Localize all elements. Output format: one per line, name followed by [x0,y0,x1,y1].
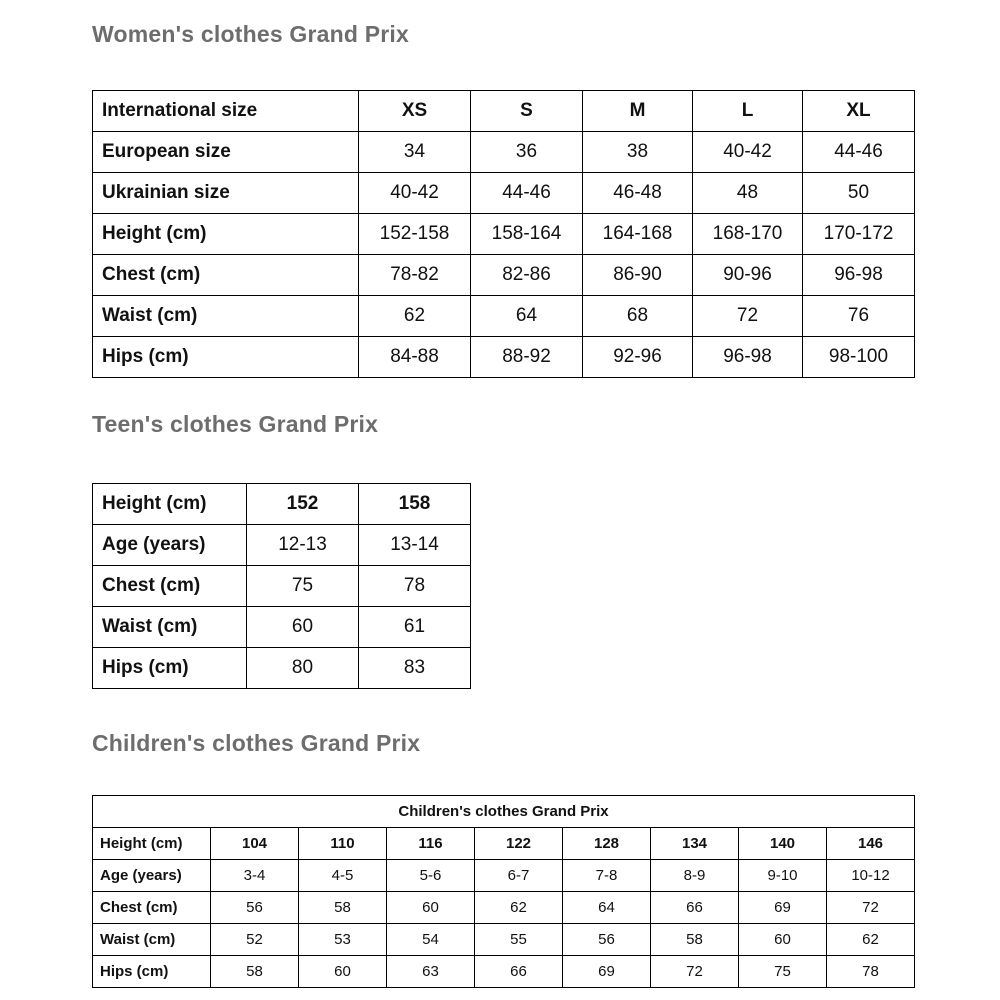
row-label: Waist (cm) [93,924,211,956]
table-cell: 10-12 [827,860,915,892]
row-label: Age (years) [93,860,211,892]
children-size-table-wrapper [92,795,915,988]
table-cell: 34 [359,132,471,173]
table-caption-row [93,796,915,828]
table-cell: 44-46 [803,132,915,173]
table-row [93,892,915,924]
table-cell: 75 [247,566,359,607]
women-size-table [92,90,915,378]
row-label: Ukrainian size [93,173,359,214]
table-cell: 6-7 [475,860,563,892]
page-title-teen: Teen's clothes Grand Prix [92,411,379,437]
table-cell: 69 [563,956,651,988]
table-cell: 72 [651,956,739,988]
table-cell: L [693,91,803,132]
table-row [93,860,915,892]
row-label: Waist (cm) [93,296,359,337]
table-cell: 66 [651,892,739,924]
table-cell: 88-92 [471,337,583,378]
page-title-children: Children's clothes Grand Prix [92,730,421,756]
table-cell: 110 [299,828,387,860]
table-cell: 146 [827,828,915,860]
table-cell: 48 [693,173,803,214]
teen-size-table-wrapper [92,483,471,689]
table-cell: 60 [247,607,359,648]
table-row [93,924,915,956]
table-cell: 7-8 [563,860,651,892]
table-cell: 8-9 [651,860,739,892]
table-cell: M [583,91,693,132]
table-cell: 72 [827,892,915,924]
table-cell: 56 [211,892,299,924]
table-row [93,607,471,648]
table-row [93,566,471,607]
table-cell: 62 [827,924,915,956]
table-cell: 40-42 [693,132,803,173]
table-cell: 104 [211,828,299,860]
table-row [93,214,915,255]
table-cell: XS [359,91,471,132]
table-row [93,828,915,860]
table-cell: 78-82 [359,255,471,296]
row-label: Age (years) [93,525,247,566]
table-cell: 62 [359,296,471,337]
table-cell: 90-96 [693,255,803,296]
table-cell: 122 [475,828,563,860]
table-row [93,132,915,173]
teen-size-table [92,483,471,689]
table-cell: 72 [693,296,803,337]
table-cell: 64 [471,296,583,337]
table-cell: 55 [475,924,563,956]
table-cell: 64 [563,892,651,924]
table-cell: 66 [475,956,563,988]
table-cell: 5-6 [387,860,475,892]
table-cell: S [471,91,583,132]
table-cell: 69 [739,892,827,924]
table-cell: 92-96 [583,337,693,378]
table-cell: 170-172 [803,214,915,255]
table-cell: 58 [211,956,299,988]
table-cell: 58 [651,924,739,956]
table-cell: 63 [387,956,475,988]
table-cell: 96-98 [693,337,803,378]
row-label: Height (cm) [93,484,247,525]
row-label: Hips (cm) [93,337,359,378]
table-cell: 78 [359,566,471,607]
page-title-women: Women's clothes Grand Prix [92,21,409,47]
table-cell: 50 [803,173,915,214]
table-cell: 168-170 [693,214,803,255]
table-cell: 52 [211,924,299,956]
table-cell: 40-42 [359,173,471,214]
row-label: Waist (cm) [93,607,247,648]
row-label: Chest (cm) [93,255,359,296]
table-cell: 60 [739,924,827,956]
table-cell: 158 [359,484,471,525]
table-cell: 46-48 [583,173,693,214]
table-row [93,956,915,988]
table-cell: 76 [803,296,915,337]
table-cell: 80 [247,648,359,689]
table-row [93,173,915,214]
row-label: Chest (cm) [93,892,211,924]
table-cell: 13-14 [359,525,471,566]
table-cell: 58 [299,892,387,924]
table-cell: 3-4 [211,860,299,892]
table-cell: 53 [299,924,387,956]
row-label: European size [93,132,359,173]
table-cell: 152-158 [359,214,471,255]
table-cell: 54 [387,924,475,956]
table-row [93,337,915,378]
table-cell: 116 [387,828,475,860]
table-cell: 140 [739,828,827,860]
row-label: Hips (cm) [93,648,247,689]
row-label: Height (cm) [93,214,359,255]
table-cell: 60 [299,956,387,988]
table-row [93,255,915,296]
table-row [93,91,915,132]
table-caption: Children's clothes Grand Prix [93,796,915,828]
table-cell: 44-46 [471,173,583,214]
table-cell: 128 [563,828,651,860]
row-label: Hips (cm) [93,956,211,988]
table-cell: 86-90 [583,255,693,296]
table-cell: 61 [359,607,471,648]
table-cell: 9-10 [739,860,827,892]
table-cell: 56 [563,924,651,956]
table-cell: 164-168 [583,214,693,255]
row-label: International size [93,91,359,132]
table-cell: 152 [247,484,359,525]
table-cell: 134 [651,828,739,860]
row-label: Height (cm) [93,828,211,860]
table-cell: 98-100 [803,337,915,378]
table-cell: 78 [827,956,915,988]
table-cell: 158-164 [471,214,583,255]
table-cell: 82-86 [471,255,583,296]
table-cell: 60 [387,892,475,924]
table-cell: 4-5 [299,860,387,892]
table-cell: 75 [739,956,827,988]
table-cell: 83 [359,648,471,689]
table-row [93,525,471,566]
table-cell: 68 [583,296,693,337]
women-size-table-wrapper [92,90,915,378]
table-cell: 84-88 [359,337,471,378]
table-cell: 62 [475,892,563,924]
row-label: Chest (cm) [93,566,247,607]
children-size-table [92,795,915,988]
table-cell: XL [803,91,915,132]
table-cell: 38 [583,132,693,173]
table-row [93,296,915,337]
table-row [93,484,471,525]
table-cell: 12-13 [247,525,359,566]
table-cell: 96-98 [803,255,915,296]
table-row [93,648,471,689]
table-cell: 36 [471,132,583,173]
